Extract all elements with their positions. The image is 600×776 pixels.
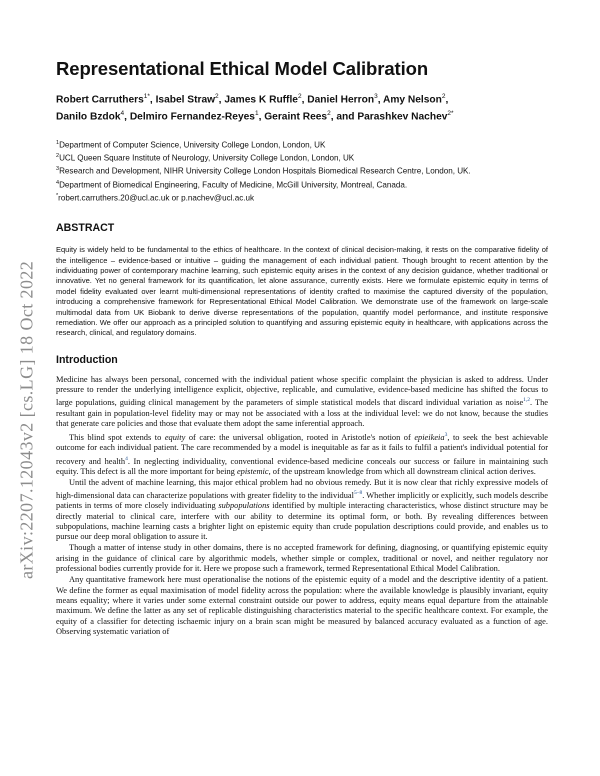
author-sup: 2 xyxy=(441,93,446,100)
corresponding-email xyxy=(56,191,548,204)
author-name: Isabel Straw xyxy=(155,94,216,106)
author-sup: 2 xyxy=(327,110,331,118)
author-sup: 2 xyxy=(297,93,302,100)
abstract-text: Equity is widely held to be fundamental to the ethics of healthcare. In the context of clinical decision-making, it rests on the comparative fidelity of the intelligence – evidence-based or intuitive – guiding the management of each individual patient. Though brought to recent attention by the individuating power of contemporary machine learning, such epistemic equity arises in the context of any decision guidance, whether traditional or innovative. Yet no general framework for its quantification, let alone assurance, currently exists. Here we formulate epistemic equity in terms of model fidelity evaluated over learnt multi-dimensional representations of identity crafted to maximise the captured diversity of the population, introducing a comprehensive framework for Representational Ethical Model Calibration. We demonstrate use of the framework on large-scale multimodal data from UK Biobank to derive diverse representations of the population, quantify model performance, and institute responsive remediation. We offer our approach as a principled solution to quantifying and assuring epistemic equity in healthcare, with applications across the research, clinical, and regulatory domains. xyxy=(56,245,548,338)
text: of care: the universal obligation, rooted in Aristotle's notion of xyxy=(185,432,415,442)
introduction-body xyxy=(56,375,548,637)
text: . The resultant gain in population-level fidelity may or may not be associated with a loss at the individual level: we do not know, because the studies that generate care policies and those that evaluate them adopt the same inferential approach. xyxy=(56,398,548,428)
author-sup: 4 xyxy=(120,110,125,118)
author-name: Danilo Bzdok xyxy=(56,111,121,123)
author-sup: 1 xyxy=(254,110,259,118)
text: , of the upstream knowledge from which all downstream clinical action derives. xyxy=(268,466,536,476)
affiliation xyxy=(56,164,548,177)
author-name: James K Ruffle xyxy=(224,94,298,106)
emphasis: epistemic xyxy=(236,466,269,476)
emphasis: equity xyxy=(164,432,186,442)
author-sup: 3 xyxy=(374,93,378,100)
affiliation-text: Department of Biomedical Engineering, Faculty of Medicine, McGill University, Montreal, Canada. xyxy=(59,180,408,190)
citation[interactable]: 5–8 xyxy=(353,490,363,497)
paragraph-4: Though a matter of intense study in other domains, there is no accepted framework for defining, diagnosing, or quantifying epistemic equity arising in the guidance of clinical care by algorithmic models, whether simple or complex, traditional or novel, and neither regulatory nor professional bodies currently provide for it. Here we propose such a framework, termed Representational Ethical Model Calibration. xyxy=(56,543,548,574)
affiliation-sup: * xyxy=(56,192,59,199)
author-name: Daniel Herron xyxy=(307,94,375,106)
affiliation xyxy=(56,178,548,191)
author-list: Robert Carruthers$^{1*}$, Isabel Straw$^2$, James K Ruffle$^2$, Daniel Herron$^3$, Amy Nelson$^2$, Danilo Bzdok$^4$, Delmiro Fernandez-Reyes$^1$, Geraint Rees$^2$, and Parashkev Nachev$^{2*}$ xyxy=(56,93,454,123)
affiliation-sup: 4 xyxy=(56,179,60,186)
text: This blind spot extends to xyxy=(69,432,165,442)
citation[interactable]: 4 xyxy=(125,455,128,462)
arxiv-identifier: arXiv:2207.12043v2 [cs.LG] 18 Oct 2022 xyxy=(16,260,37,580)
paragraph-3 xyxy=(56,478,548,543)
paper-title: Representational Ethical Model Calibration xyxy=(56,58,429,79)
affiliation xyxy=(56,138,548,151)
text: Until the advent of machine learning, this major ethical problem had no obvious remedy. But it is now clear that richly expressive models of high-dimensional data can characterize populations with greater fidelity to the individual xyxy=(56,477,548,500)
affiliation-list xyxy=(56,138,548,204)
text: . In neglecting individuality, conventional evidence-based medicine conceals our success or failure in maintaining such equity. This defect is all the more important for being xyxy=(56,456,548,476)
paragraph-2 xyxy=(56,430,548,477)
introduction-heading: Introduction xyxy=(56,353,118,366)
text: Medicine has always been personal, concerned with the individual patient whose specific complaint the physician is asked to address. Under pressure to render the underlying intelligence explicit, objective, replicable, and cumulative, evidence-based medicine has shifted the focus to large populations, guiding clinical management by the parameters of simple statistical models that discard individual variation as noise xyxy=(56,374,548,408)
author-name: Amy Nelson xyxy=(382,94,442,106)
affiliation-text: UCL Queen Square Institute of Neurology, University College London, London, UK xyxy=(59,153,355,163)
author-name: Robert Carruthers xyxy=(56,94,144,106)
affiliation-sup: 1 xyxy=(56,139,60,146)
author-sup: 2* xyxy=(447,110,454,118)
citation[interactable]: 1,2 xyxy=(523,397,531,404)
email-text: robert.carruthers.20@ucl.ac.uk or p.nachev@ucl.ac.uk xyxy=(58,193,255,203)
paragraph-5: Any quantitative framework here must operationalise the notions of the epistemic equity of a model and the descriptive identity of a patient. We define the former as equal maximisation of model fidelity across the population: where the available knowledge is plausibly invariant, equity means equality; where it varies under some external constraint outside our power to address, equity means equal departure from the attainable maximum. We define the latter as any set of replicable distinguishing characteristics material to the specific healthcare context. For example, the equity of a classifier for detecting ischaemic injury on a brain scan might be measured by balanced accuracy evaluated as a function of age. Observing systematic variation of xyxy=(56,575,548,636)
paragraph-1 xyxy=(56,375,548,429)
affiliation-text: Research and Development, NIHR University College London Hospitals Biomedical Research Centre, London, UK. xyxy=(59,167,471,177)
text: . Whether implicitly or explicitly, such models describe patients in terms of more closely individuating xyxy=(56,491,548,511)
text: , to seek the best achievable outcome for each individual patient. The care recommended by a model is inequitable as far as it fails to fulfil a patient's individual potential for recovery and health xyxy=(56,432,548,466)
affiliation-sup: 2 xyxy=(56,153,60,160)
affiliation-text: Department of Computer Science, University College London, London, UK xyxy=(59,140,326,150)
author-name: Delmiro Fernandez-Reyes xyxy=(129,111,255,123)
emphasis: epieikeia xyxy=(414,432,445,442)
affiliation-sup: 3 xyxy=(56,166,60,173)
text: identified by multiple interacting characteristics, whose distinct structure may be directly material to clinical care, interfere with our ability to determine its optimal form, or both. By revealing differences between subpopulations, machine learning casts a brighter light on epistemic equity than crude population descriptions could provide, and enables us to pursue our deep moral obligation to assure it. xyxy=(56,501,548,542)
author-sup: 2 xyxy=(215,93,219,100)
affiliation xyxy=(56,151,548,164)
emphasis: subpopulations xyxy=(218,501,270,511)
abstract-heading: ABSTRACT xyxy=(56,222,115,235)
author-sup: 1* xyxy=(143,93,150,100)
paper-column xyxy=(56,58,548,638)
author-name: Parashkev Nachev xyxy=(357,111,448,123)
author-name: Geraint Rees xyxy=(264,111,328,123)
citation[interactable]: 3 xyxy=(444,432,448,439)
